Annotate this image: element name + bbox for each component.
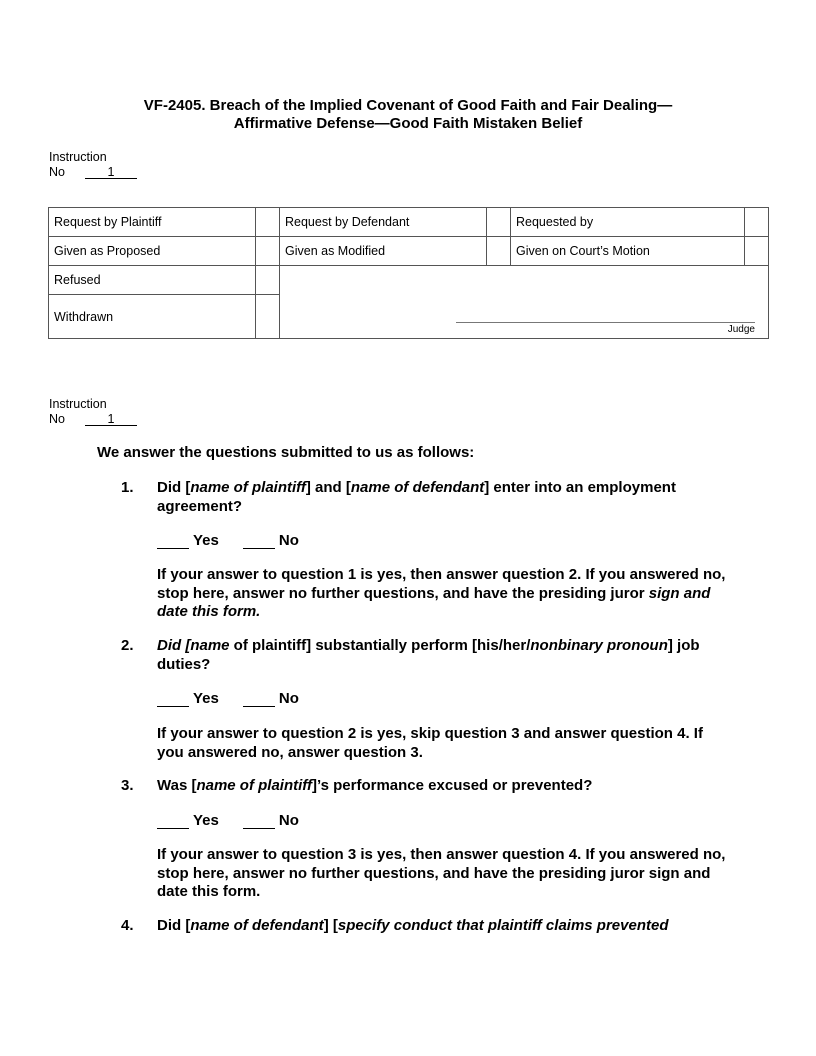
question-1-no-blank[interactable] bbox=[243, 534, 275, 549]
instruction-number: 1 bbox=[85, 166, 137, 179]
title-line-1: VF-2405. Breach of the Implied Covenant of Good Faith and Fair Dealing— bbox=[143, 97, 673, 114]
question-3-yes-label: Yes bbox=[193, 812, 219, 829]
given-as-proposed-label: Given as Proposed bbox=[49, 237, 256, 266]
question-2-instruction: If your answer to question 2 is yes, skip question 3 and answer question 4. If you answered no, answer question 3. bbox=[157, 725, 703, 761]
judge-label: Judge bbox=[727, 324, 755, 335]
question-2-number: 2. bbox=[121, 637, 134, 654]
request-by-plaintiff-label: Request by Plaintiff bbox=[49, 208, 256, 237]
question-3-answer bbox=[157, 812, 299, 829]
request-by-plaintiff-checkbox[interactable] bbox=[256, 208, 280, 237]
judge-signature-area bbox=[280, 266, 769, 339]
question-1-text: Did [name of plaintiff] and [name of defendant] enter into an employment agreement? bbox=[157, 479, 676, 515]
document-title bbox=[0, 97, 816, 133]
requested-by-checkbox[interactable] bbox=[745, 208, 769, 237]
instruction-number-block-2 bbox=[49, 397, 137, 427]
question-3-no-blank[interactable] bbox=[243, 814, 275, 829]
question-2 bbox=[121, 637, 721, 674]
request-by-defendant-label: Request by Defendant bbox=[280, 208, 487, 237]
request-table bbox=[48, 207, 769, 339]
verdict-lead: We answer the questions submitted to us as follows: bbox=[97, 444, 475, 461]
question-2-text: Did [name of plaintiff] substantially perform [his/her/nonbinary pronoun] job duties? bbox=[157, 637, 700, 673]
given-on-courts-motion-checkbox[interactable] bbox=[745, 237, 769, 266]
question-2-yes-blank[interactable] bbox=[157, 692, 189, 707]
instruction-label: Instruction bbox=[49, 150, 107, 164]
given-on-courts-motion-label: Given on Court’s Motion bbox=[511, 237, 745, 266]
instruction-number: 1 bbox=[85, 413, 137, 426]
question-3-text: Was [name of plaintiff]’s performance excused or prevented? bbox=[157, 777, 593, 794]
question-2-no-label: No bbox=[278, 690, 299, 707]
given-as-modified-label: Given as Modified bbox=[280, 237, 487, 266]
refused-checkbox[interactable] bbox=[256, 266, 280, 295]
requested-by-label: Requested by bbox=[511, 208, 745, 237]
question-2-no-blank[interactable] bbox=[243, 692, 275, 707]
question-1-yes-label: Yes bbox=[193, 532, 219, 549]
question-3-number: 3. bbox=[121, 777, 134, 794]
instruction-label: Instruction bbox=[49, 397, 107, 411]
question-2-answer bbox=[157, 690, 299, 707]
question-1-answer bbox=[157, 532, 299, 549]
question-1-number: 1. bbox=[121, 479, 134, 496]
given-as-modified-checkbox[interactable] bbox=[487, 237, 511, 266]
instruction-number-block bbox=[49, 150, 137, 180]
question-4 bbox=[121, 917, 721, 936]
question-1-yes-blank[interactable] bbox=[157, 534, 189, 549]
question-3-yes-blank[interactable] bbox=[157, 814, 189, 829]
question-2-yes-label: Yes bbox=[193, 690, 219, 707]
instruction-no-label: No bbox=[49, 412, 65, 426]
given-as-proposed-checkbox[interactable] bbox=[256, 237, 280, 266]
refused-label: Refused bbox=[49, 266, 256, 295]
instruction-no-label: No bbox=[49, 165, 65, 179]
title-line-2: Affirmative Defense—Good Faith Mistaken Belief bbox=[233, 115, 583, 132]
request-by-defendant-checkbox[interactable] bbox=[487, 208, 511, 237]
question-4-text: Did [name of defendant] [specify conduct that plaintiff claims prevented bbox=[157, 917, 669, 934]
question-3-no-label: No bbox=[278, 812, 299, 829]
question-1 bbox=[121, 479, 721, 516]
judge-signature-line[interactable] bbox=[456, 322, 755, 323]
question-1-instruction: If your answer to question 1 is yes, then answer question 2. If you answered no, stop here, answer no further questions, and have the presiding juror sign and date this form. bbox=[157, 566, 726, 620]
question-1-no-label: No bbox=[278, 532, 299, 549]
question-3-instruction: If your answer to question 3 is yes, then answer question 4. If you answered no, stop here, answer no further questions, and have the presiding juror sign and date this form. bbox=[157, 846, 726, 900]
question-4-number: 4. bbox=[121, 917, 134, 934]
question-3 bbox=[121, 777, 721, 796]
withdrawn-label: Withdrawn bbox=[49, 295, 256, 339]
withdrawn-checkbox[interactable] bbox=[256, 295, 280, 339]
